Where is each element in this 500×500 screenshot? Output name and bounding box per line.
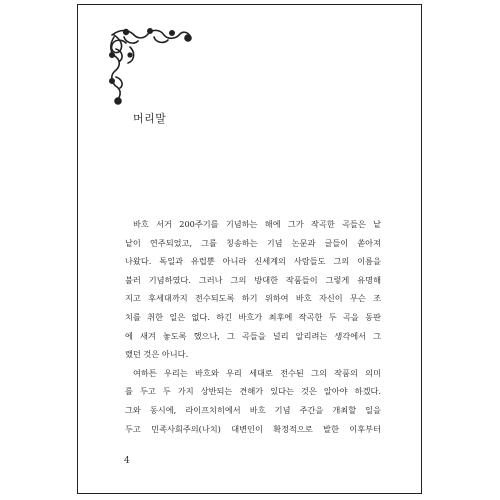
floral-corner-ornament: [106, 25, 196, 105]
body-text: [125, 215, 381, 438]
text-line: 그와 동시에, 라이프치히에서 바흐 기념 주간을 개최할 일을: [125, 404, 381, 415]
book-page: [77, 4, 422, 494]
text-line: 바흐 서거 200주기를 기념하는 해에 그가 작곡한 곡들은 낱: [133, 219, 381, 229]
text-line: 낱이 연주되었고, 그를 칭송하는 기념 논문과 글들이 쏟아져: [125, 237, 381, 248]
text-line: 에 새겨 놓도록 했으나, 그 곡들을 널리 알리려는 생각에서 그: [125, 330, 381, 341]
text-line: 두고 민족사회주의(나치) 대변인이 확정적으로 발한 이후부터: [125, 423, 381, 434]
text-line: 불러 기념하였다. 그러나 그의 방대한 작품들이 그렇게 유명해: [125, 274, 381, 285]
text-line: 치를 취한 일은 없다. 하긴 바흐가 최후에 작곡한 두 곡을 동판: [125, 311, 381, 322]
chapter-title: 머리말: [133, 112, 167, 125]
text-line: 를 두고 두 가지 상반되는 견해가 있다는 것은 알아야 하겠다.: [125, 386, 381, 397]
text-line: 나왔다. 독일과 유럽뿐 아니라 신세계의 사람들도 그의 이름을: [125, 256, 381, 267]
text-line: 랬던 것은 아니다.: [125, 349, 189, 360]
text-line: 여하튼 우리는 바흐와 우리 세대로 전수된 그의 작품의 의미: [133, 367, 381, 378]
paragraph-1: [125, 215, 381, 364]
page-number: 4: [124, 456, 130, 466]
paragraph-2: [125, 364, 381, 438]
text-line: 지고 후세대까지 전수되도록 하기 위하여 바흐 자신이 무슨 조: [125, 293, 381, 304]
